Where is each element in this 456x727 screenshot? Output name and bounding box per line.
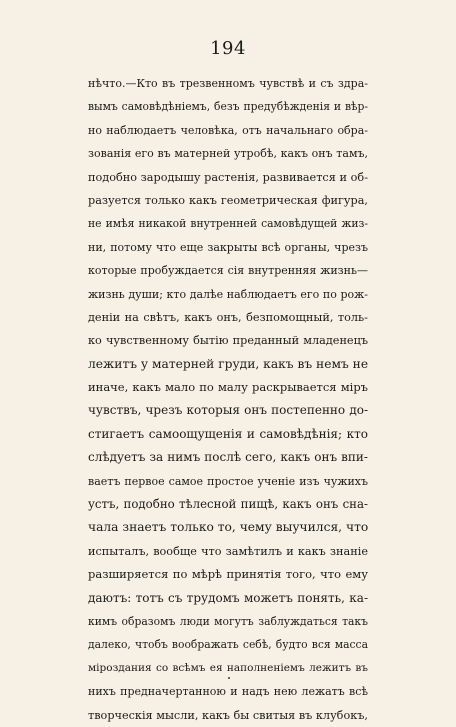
page-number: 194 (210, 38, 246, 59)
text-line: разширяется по мѣрѣ принятія того, что ему (88, 567, 368, 582)
text-line: стигаетъ самоощущенія и самовѣдѣнія; кто (88, 426, 368, 441)
text-line: слѣдуетъ за нимъ послѣ сего, какъ онъ впи- (88, 450, 368, 465)
text-line: которые пробуждается сія внутренняя жизнь— (88, 264, 368, 278)
text-line: разуется только какъ геометрическая фигура, (88, 193, 368, 207)
text-line: но наблюдаетъ человѣка, отъ начальнаго обра- (88, 123, 368, 137)
text-line: не имѣя никакой внутренней самовѣдущей жиз- (88, 217, 368, 231)
text-line: нѣчто.—Кто въ трезвенномъ чувствѣ и съ здра- (88, 77, 368, 90)
text-line: міроздания со всѣмъ ея наполненіемъ лежитъ въ (88, 661, 368, 674)
text-line: иначе, какъ мало по малу раскрывается міръ (88, 380, 368, 395)
text-line: даютъ: тотъ съ трудомъ можетъ понять, ка- (88, 590, 368, 605)
text-line: чала знаетъ только то, чему выучился, что (88, 520, 369, 535)
text-line: зованія его въ матерней утробѣ, какъ онъ тамъ, (88, 147, 368, 161)
text-line: вымъ самовѣдѣніемъ, безъ предубѣжденія и вѣр- (88, 100, 368, 114)
text-line: творческія мысли, какъ бы свитыя въ клубокъ, (88, 708, 368, 722)
text-line: подобно зародышу растенія, развивается и об- (88, 170, 368, 184)
text-line: лежитъ у матерней груди, какъ въ немъ не (88, 356, 369, 371)
text-line: ваетъ первое самое простое ученіе изъ чужихъ (88, 474, 368, 488)
text-line: испыталъ, вообще что замѣтилъ и какъ знаніе (88, 544, 368, 558)
text-line: нихъ предначертанною и надъ нею лежатъ всѣ (88, 685, 368, 699)
body-text (88, 72, 368, 727)
text-line: деніи на свѣтъ, какъ онъ, безпомощный, толь- (88, 310, 368, 324)
text-line: кимъ образомъ люди могутъ заблуждаться такъ (88, 614, 368, 628)
text-line: жизнь души; кто далѣе наблюдаетъ его по рож- (88, 287, 368, 301)
ink-speck (228, 677, 230, 679)
text-line: ко чувственному бытію преданный младенецъ (88, 334, 368, 348)
text-line: ни, потому что еще закрыты всѣ органы, чрезъ (88, 240, 368, 254)
text-line: устъ, подобно тѣлесной пищѣ, какъ онъ сна- (88, 497, 368, 512)
text-line: далеко, чтобъ воображать себѣ, будто вся масса (88, 638, 368, 652)
text-line: чувствъ, чрезъ которыя онъ постепенно до- (88, 403, 368, 418)
